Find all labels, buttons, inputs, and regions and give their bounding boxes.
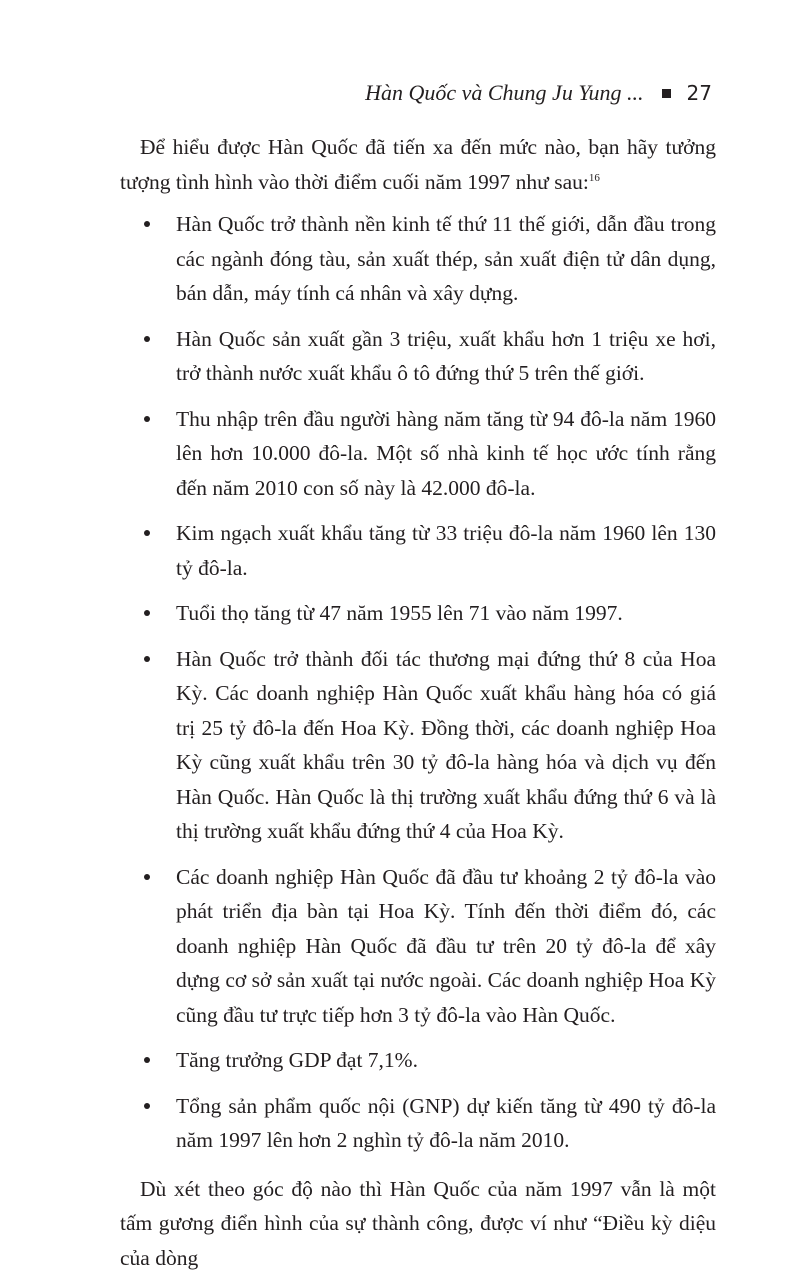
list-item (120, 516, 716, 585)
page-number: 27 (687, 81, 712, 105)
list-item (120, 596, 716, 631)
list-item (120, 860, 716, 1033)
bullet-icon (144, 416, 150, 422)
fact-list (120, 207, 716, 1158)
list-item (120, 207, 716, 311)
list-item (120, 1043, 716, 1078)
intro-text: Để hiểu được Hàn Quốc đã tiến xa đến mức nào, bạn hãy tưởng tượng tình hình vào thời điểm cuối năm 1997 như sau: (120, 135, 716, 194)
bullet-icon (144, 656, 150, 662)
list-item (120, 642, 716, 849)
list-item-text: Hàn Quốc sản xuất gần 3 triệu, xuất khẩu hơn 1 triệu xe hơi, trở thành nước xuất khẩu ô tô đứng thứ 5 trên thế giới. (176, 327, 716, 386)
intro-paragraph (120, 130, 716, 199)
list-item-text: Các doanh nghiệp Hàn Quốc đã đầu tư khoảng 2 tỷ đô-la vào phát triển địa bàn tại Hoa Kỳ. Tính đến thời điểm đó, các doanh nghiệp Hàn Quốc đã đầu tư trên 20 tỷ đô-la để xây dựng cơ sở sản xuất tại nước ngoài. Các doanh nghiệp Hoa Kỳ cũng đầu tư trực tiếp hơn 3 tỷ đô-la vào Hàn Quốc. (176, 865, 716, 1027)
bullet-icon (144, 530, 150, 536)
bullet-icon (144, 1103, 150, 1109)
running-header (365, 80, 712, 106)
list-item-text: Thu nhập trên đầu người hàng năm tăng từ 94 đô-la năm 1960 lên hơn 10.000 đô-la. Một số nhà kinh tế học ước tính rằng đến năm 2010 con số này là 42.000 đô-la. (176, 407, 716, 500)
bullet-icon (144, 874, 150, 880)
list-item-text: Tổng sản phẩm quốc nội (GNP) dự kiến tăng từ 490 tỷ đô-la năm 1997 lên hơn 2 nghìn tỷ đô-la năm 2010. (176, 1094, 716, 1153)
bullet-icon (144, 336, 150, 342)
list-item-text: Tuổi thọ tăng từ 47 năm 1955 lên 71 vào năm 1997. (176, 601, 623, 625)
list-item-text: Tăng trưởng GDP đạt 7,1%. (176, 1048, 418, 1072)
list-item (120, 402, 716, 506)
running-header-title: Hàn Quốc và Chung Ju Yung ... (365, 80, 643, 106)
bullet-icon (144, 1057, 150, 1063)
list-item-text: Kim ngạch xuất khẩu tăng từ 33 triệu đô-la năm 1960 lên 130 tỷ đô-la. (176, 521, 716, 580)
footnote-marker: 16 (589, 171, 600, 183)
closing-paragraph (120, 1172, 716, 1275)
bullet-icon (144, 221, 150, 227)
list-item-text: Hàn Quốc trở thành nền kinh tế thứ 11 thế giới, dẫn đầu trong các ngành đóng tàu, sản xuất thép, sản xuất điện tử dân dụng, bán dẫn, máy tính cá nhân và xây dựng. (176, 212, 716, 305)
closing-text: Dù xét theo góc độ nào thì Hàn Quốc của năm 1997 vẫn là một tấm gương điển hình của sự thành công, được ví như “Điều kỳ diệu của dòng (120, 1177, 716, 1270)
list-item (120, 1089, 716, 1158)
page-body (120, 130, 716, 1275)
header-separator-square (662, 89, 671, 98)
list-item-text: Hàn Quốc trở thành đối tác thương mại đứng thứ 8 của Hoa Kỳ. Các doanh nghiệp Hàn Quốc xuất khẩu hàng hóa có giá trị 25 tỷ đô-la đến Hoa Kỳ. Đồng thời, các doanh nghiệp Hoa Kỳ cũng xuất khẩu trên 30 tỷ đô-la hàng hóa và dịch vụ đến Hàn Quốc. Hàn Quốc là thị trường xuất khẩu đứng thứ 6 và là thị trường xuất khẩu đứng thứ 4 của Hoa Kỳ. (176, 647, 716, 844)
list-item (120, 322, 716, 391)
bullet-icon (144, 610, 150, 616)
